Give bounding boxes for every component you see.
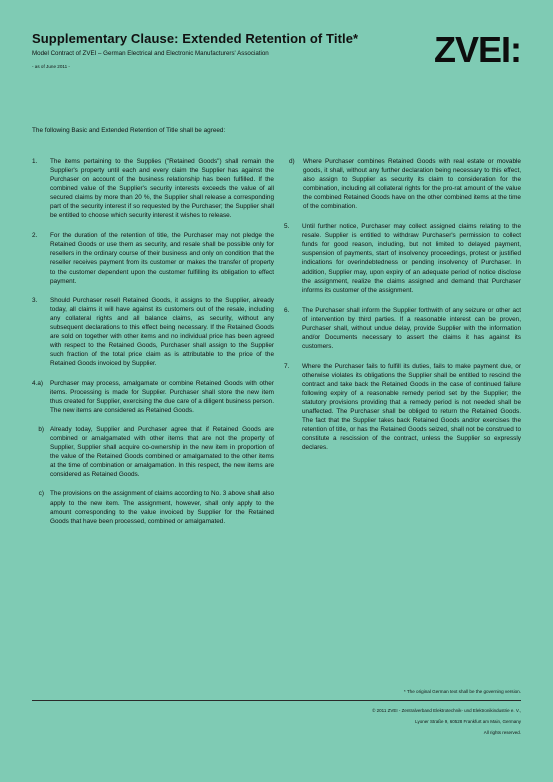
clause-text: For the duration of the retention of title, the Purchaser may not pledge the Retained Goods or use them as security, and resale shall be possible only for resellers in the ordinary course of their business and only on condition that the reseller receives payment from its customer or makes the transfer of property to the customer dependent upon the customer fulfilling its obligation to effect payment. xyxy=(50,232,274,285)
clause-number: 7. xyxy=(284,362,290,370)
intro-paragraph: The following Basic and Extended Retention of Title shall be agreed: xyxy=(32,127,226,134)
clause-text: Where Purchaser combines Retained Goods with real estate or movable goods, it shall, without any further declaration being necessary to this effect, also assign to Supplier as security its claim to consideration for the combination, including all collateral rights for the pro-rat amount of the value the combined Retained Goods have on the other combined items at the time of the combination. xyxy=(303,158,521,211)
left-column xyxy=(32,157,274,526)
clause-number: b) xyxy=(38,426,44,434)
clause-number: c) xyxy=(38,490,44,498)
clause-text: Already today, Supplier and Purchaser agree that if Retained Goods are combined or amalgamated with other items that are not the property of Supplier, Supplier shall acquire co-ownership in the new item in proportion of the value of the Retained Goods combined or amalgamated to the other items at the time of combination or amalgamation. In this respect, the new items are considered as Retained Goods. xyxy=(50,426,274,479)
page-title: Supplementary Clause: Extended Retention of Title* xyxy=(32,31,359,46)
clause-1 xyxy=(32,157,274,220)
clause-number: 1. xyxy=(32,158,38,165)
clause-number: 5. xyxy=(284,223,290,231)
clause-3 xyxy=(32,296,274,368)
clause-text: The items pertaining to the Supplies ("Retained Goods") shall remain the Supplier's property until each and every claim the Supplier has against the Purchaser on account of the business relationship has been fulfilled. If the combined value of the Supplier's security interests exceeds the value of all secured claims by more than 20 %, the Supplier shall release a corresponding part of the security interest if so requested by the Purchaser; the Supplier shall be entitled to choose which security interest it wishes to release. xyxy=(50,158,274,220)
zvei-logo: ZVEI: xyxy=(433,29,521,70)
clause-2 xyxy=(32,231,274,285)
clause-text: Where the Purchaser fails to fulfill its duties, fails to make payment due, or otherwise violates its obligations the Supplier shall be entitled to rescind the contract and take back the Retained Goods in the case of continued failure following expiry of a reasonable remedy period set by the Supplier; the statutory provisions providing that a remedy period is not needed shall be unaffected. The Purchaser shall be obliged to return the Retained Goods. The fact that the Supplier takes back Retained Goods and/or exercises the retention of title, or has the Retained Goods seized, shall not be construed to constitute a rescission of the contract, unless the Supplier so expressly declares. xyxy=(302,362,521,452)
clause-text: The Purchaser shall inform the Supplier forthwith of any seizure or other act of intervention by third parties. If a reasonable interest can be proven, Purchaser shall, without undue delay, provide Supplier with the information and/or Documents necessary to assert the claims it has against its customers. xyxy=(302,306,521,350)
clause-text: The provisions on the assignment of claims according to No. 3 above shall also apply to the new item. The assignment, however, shall only apply to the amount corresponding to the value invoiced by Supplier for the Retained Goods that have been processed, combined or amalgamated. xyxy=(50,490,274,525)
footer-address: Lyoner Straße 9, 60528 Frankfurt am Main, Germany xyxy=(415,719,521,724)
footer xyxy=(372,705,521,738)
clause-7 xyxy=(284,362,521,452)
footer-divider xyxy=(32,700,521,701)
clause-6 xyxy=(284,306,521,351)
right-column xyxy=(284,157,521,452)
clause-4b xyxy=(32,425,274,479)
page-subtitle: Model Contract of ZVEI – German Electrical and Electronic Manufacturers' Association xyxy=(32,50,269,57)
footer-copyright: © 2011 ZVEI - Zentralverband Elektrotechnik- und Elektronikindustrie e. V., xyxy=(372,708,521,713)
document-date: - as of June 2011 - xyxy=(32,64,70,69)
clause-4a xyxy=(32,379,274,415)
footnote: * The original German text shall be the governing version. xyxy=(403,689,521,694)
footer-rights: All rights reserved. xyxy=(483,730,521,735)
clause-4c xyxy=(32,489,274,525)
clause-4d xyxy=(284,157,521,211)
clause-5 xyxy=(284,222,521,294)
clause-text: Should Purchaser resell Retained Goods, it assigns to the Supplier, already today, all claims it will have against its customers out of the resale, including any collateral rights and all balance claims, as security, without any subsequent declarations to this effect being necessary. If the Retained Goods are sold on together with other items and no individual price has been agreed with respect to the Retained Goods, Purchaser shall assign to the Supplier such fraction of the total price claim as is attributable to the price of the Retained Goods invoiced by Supplier. xyxy=(50,296,274,367)
clause-text: Purchaser may process, amalgamate or combine Retained Goods with other items. Processing is made for Supplier. Purchaser shall store the new item thus created for Supplier, exercising the due care of a diligent business person. The new items are considered as Retained Goods. xyxy=(50,379,274,415)
clause-number: 4.a) xyxy=(32,379,44,387)
clause-number: 6. xyxy=(284,306,290,314)
clause-number: 3. xyxy=(32,296,38,304)
clause-number: d) xyxy=(289,158,295,165)
clause-number: 2. xyxy=(32,232,38,240)
clause-text: Until further notice, Purchaser may collect assigned claims relating to the resale. Supplier is entitled to withdraw Purchaser's permission to collect funds for good reason, including, but not limited to delayed payment, suspension of payments, start of insolvency proceedings, protest or justified indications for overindebtedness or pending insolvency of Purchaser. In addition, Supplier may, upon expiry of an adequate period of notice disclose the assignment, realize the claims assigned and demand that Purchaser informs its customer of the assignment. xyxy=(302,223,521,294)
